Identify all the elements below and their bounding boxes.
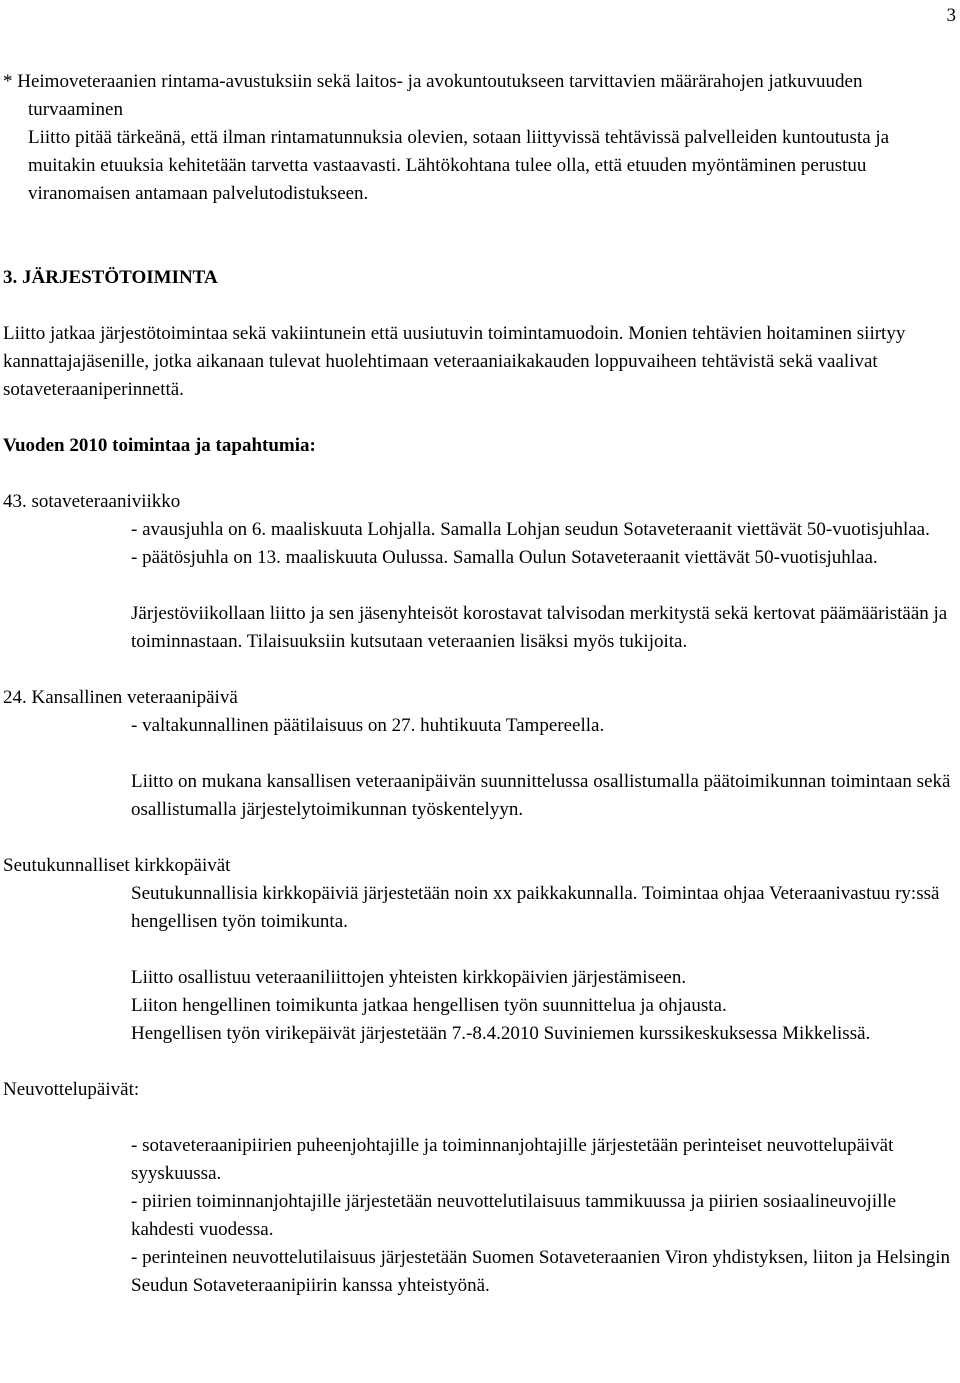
neuvottelu-item-1: - sotaveteraanipiirien puheenjohtajille ja toiminnanjohtajille järjestetään perinteiset neuvottelupäivät syyskuussa. [131, 1135, 894, 1184]
intro-heading: * Heimoveteraanien rintama-avustuksiin sekä laitos- ja avokuntoutukseen tarvittavien määrärahojen jatkuvuuden turvaaminen [3, 71, 863, 120]
kirkko-line-2: Liiton hengellinen toimikunta jatkaa hengellisen työn suunnittelua ja ohjausta. [131, 995, 727, 1016]
kirkko-line-1: Liitto osallistuu veteraaniliittojen yhteisten kirkkopäivien järjestämiseen. [131, 967, 687, 988]
paiva-title: 24. Kansallinen veteraanipäivä [3, 687, 238, 708]
viikko-title: 43. sotaveteraaniviikko [3, 491, 181, 512]
viikko-item-2: - päätösjuhla on 13. maaliskuuta Oulussa. Samalla Oulun Sotaveteraanit viettävät 50-vuotisjuhlaa. [131, 547, 878, 568]
neuvottelu-title: Neuvottelupäivät: [3, 1079, 140, 1100]
viikko-note: Järjestöviikollaan liitto ja sen jäsenyhteisöt korostavat talvisodan merkitystä sekä kertovat päämääristään ja toiminnastaan. Tilaisuuksiin kutsutaan veteraanien lisäksi myös tukijoita. [131, 603, 948, 652]
kirkko-text: Seutukunnallisia kirkkopäiviä järjestetään noin xx paikkakunnalla. Toimintaa ohjaa Veteraanivastuu ry:ssä hengellisen työn toimikunta. [131, 883, 940, 932]
paiva-note: Liitto on mukana kansallisen veteraanipäivän suunnittelussa osallistumalla päätoimikunnan toimintaan sekä osallistumalla järjestelytoimikunnan työskentelyyn. [131, 771, 951, 820]
viikko-item-1: - avausjuhla on 6. maaliskuuta Lohjalla. Samalla Lohjan seudun Sotaveteraanit viettävät 50-vuotisjuhlaa. [131, 519, 930, 540]
document-page [3, 68, 953, 1300]
page-number: 3 [946, 5, 956, 26]
events-heading: Vuoden 2010 toimintaa ja tapahtumia: [3, 435, 316, 456]
intro-body: Liitto pitää tärkeänä, että ilman rintamatunnuksia olevien, sotaan liittyvissä tehtävissä palvelleiden kuntoutusta ja muitakin etuuksia kehitetään tarvetta vastaavasti. Lähtökohtana tulee olla, että etuuden myöntäminen perustuu viranomaisen antamaan palvelutodistukseen. [28, 127, 890, 204]
section-heading: 3. JÄRJESTÖTOIMINTA [3, 267, 218, 288]
neuvottelu-item-2: - piirien toiminnanjohtajille järjestetään neuvottelutilaisuus tammikuussa ja piirien sosiaalineuvojille kahdesti vuodessa. [131, 1191, 897, 1240]
kirkko-title: Seutukunnalliset kirkkopäivät [3, 855, 231, 876]
neuvottelu-item-3: - perinteinen neuvottelutilaisuus järjestetään Suomen Sotaveteraanien Viron yhdistyksen, liiton ja Helsingin Seudun Sotaveteraanipiirin kanssa yhteistyönä. [131, 1247, 951, 1296]
kirkko-line-3: Hengellisen työn virikepäivät järjestetään 7.-8.4.2010 Suviniemen kurssikeskuksessa Mikkelissä. [131, 1023, 871, 1044]
paiva-item: - valtakunnallinen päätilaisuus on 27. huhtikuuta Tampereella. [131, 715, 605, 736]
section-body: Liitto jatkaa järjestötoimintaa sekä vakiintunein että uusiutuvin toimintamuodoin. Monien tehtävien hoitaminen siirtyy kannattajajäsenille, jotka aikanaan tulevat huolehtimaan veteraaniaikakauden loppuvaiheen tehtävistä sekä vaalivat sotaveteraaniperinnettä. [3, 323, 906, 400]
